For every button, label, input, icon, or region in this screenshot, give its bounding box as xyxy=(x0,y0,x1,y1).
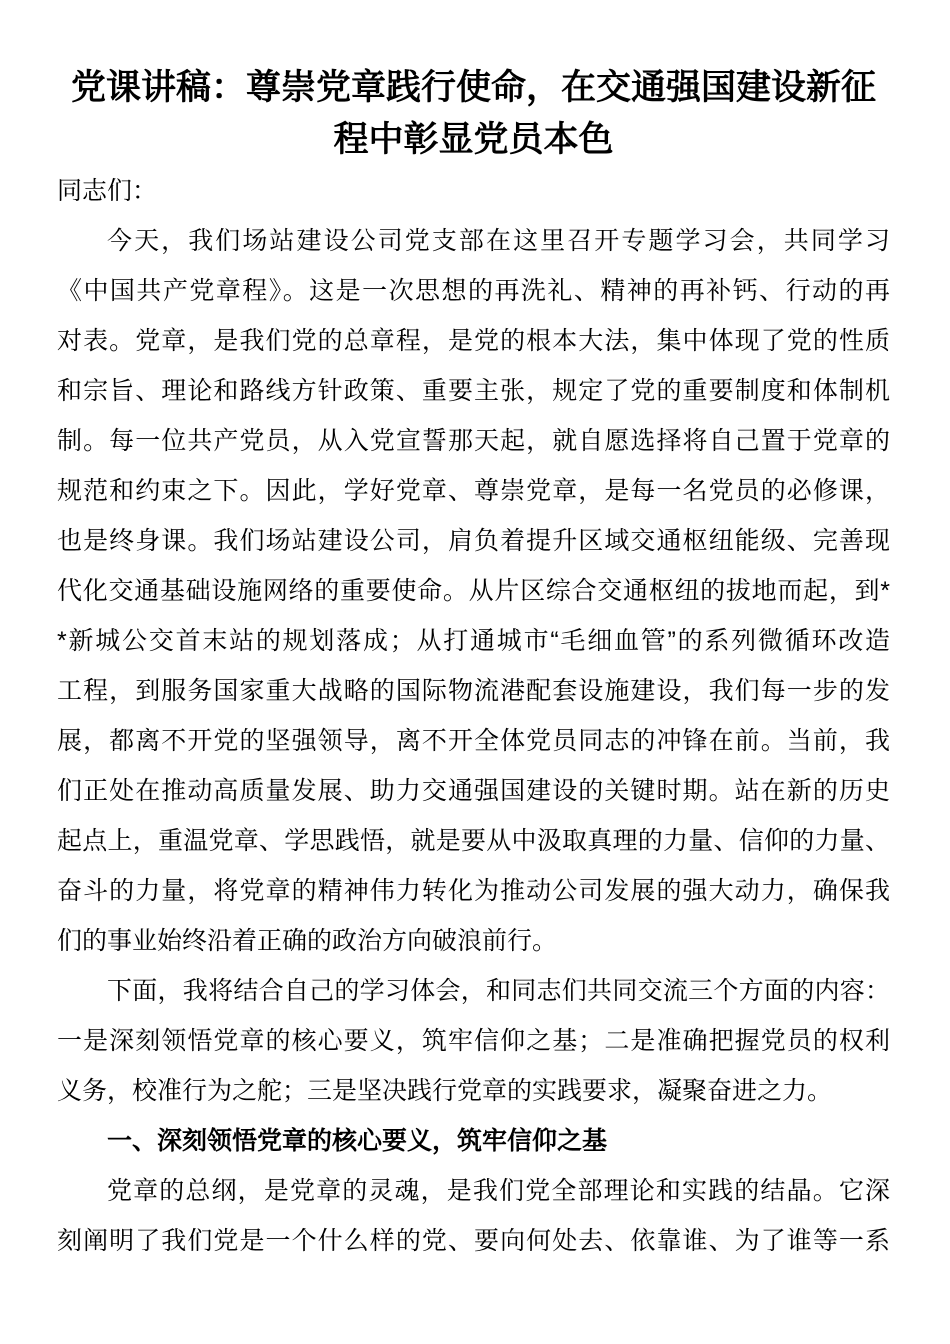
text-line: 工程，到服务国家重大战略的国际物流港配套设施建设，我们每一步的发 xyxy=(57,677,890,705)
text-line: 一是深刻领悟党章的核心要义，筑牢信仰之基；二是准确把握党员的权利 xyxy=(57,1027,890,1055)
paragraph-2 xyxy=(57,966,890,1116)
document-body xyxy=(57,166,890,1266)
text-line: 起点上，重温党章、学思践悟，就是要从中汲取真理的力量、信仰的力量、 xyxy=(57,827,890,855)
text-line: 代化交通基础设施网络的重要使命。从片区综合交通枢纽的拔地而起，到* xyxy=(57,577,890,605)
document-title xyxy=(57,62,890,166)
paragraph-3 xyxy=(57,1166,890,1266)
title-line-2: 程中彰显党员本色 xyxy=(333,120,614,159)
text-line: 刻阐明了我们党是一个什么样的党、要向何处去、依靠谁、为了谁等一系 xyxy=(57,1227,890,1255)
text-line: 也是终身课。我们场站建设公司，肩负着提升区域交通枢纽能级、完善现 xyxy=(57,527,890,555)
text-line: 奋斗的力量，将党章的精神伟力转化为推动公司发展的强大动力，确保我 xyxy=(57,877,890,905)
text-line: 们的事业始终沿着正确的政治方向破浪前行。 xyxy=(57,927,558,955)
text-line: 党章的总纲，是党章的灵魂，是我们党全部理论和实践的结晶。它深 xyxy=(107,1177,890,1205)
text-line: 今天，我们场站建设公司党支部在这里召开专题学习会，共同学习 xyxy=(107,227,890,255)
text-line: 对表。党章，是我们党的总章程，是党的根本大法，集中体现了党的性质 xyxy=(57,327,890,355)
text-line: 义务，校准行为之舵；三是坚决践行党章的实践要求，凝聚奋进之力。 xyxy=(57,1077,833,1105)
text-line: *新城公交首末站的规划落成；从打通城市“毛细血管”的系列微循环改造 xyxy=(57,627,890,655)
paragraph-1 xyxy=(57,216,890,966)
title-line-1: 党课讲稿：尊崇党章践行使命，在交通强国建设新征 xyxy=(70,68,876,107)
text-line: 规范和约束之下。因此，学好党章、尊崇党章，是每一名党员的必修课， xyxy=(57,477,890,505)
text-line: 制。每一位共产党员，从入党宣誓那天起，就自愿选择将自己置于党章的 xyxy=(57,427,890,455)
text-line: 展，都离不开党的坚强领导，离不开全体党员同志的冲锋在前。当前，我 xyxy=(57,727,890,755)
text-line: 们正处在推动高质量发展、助力交通强国建设的关键时期。站在新的历史 xyxy=(57,777,890,805)
text-line: 《中国共产党章程》。这是一次思想的再洗礼、精神的再补钙、行动的再 xyxy=(57,277,890,305)
text-line: 下面，我将结合自己的学习体会，和同志们共同交流三个方面的内容： xyxy=(107,977,890,1005)
salutation: 同志们： xyxy=(57,177,158,205)
text-line: 和宗旨、理论和路线方针政策、重要主张，规定了党的重要制度和体制机 xyxy=(57,377,890,405)
section-heading-1: 一、深刻领悟党章的核心要义，筑牢信仰之基 xyxy=(107,1127,608,1155)
